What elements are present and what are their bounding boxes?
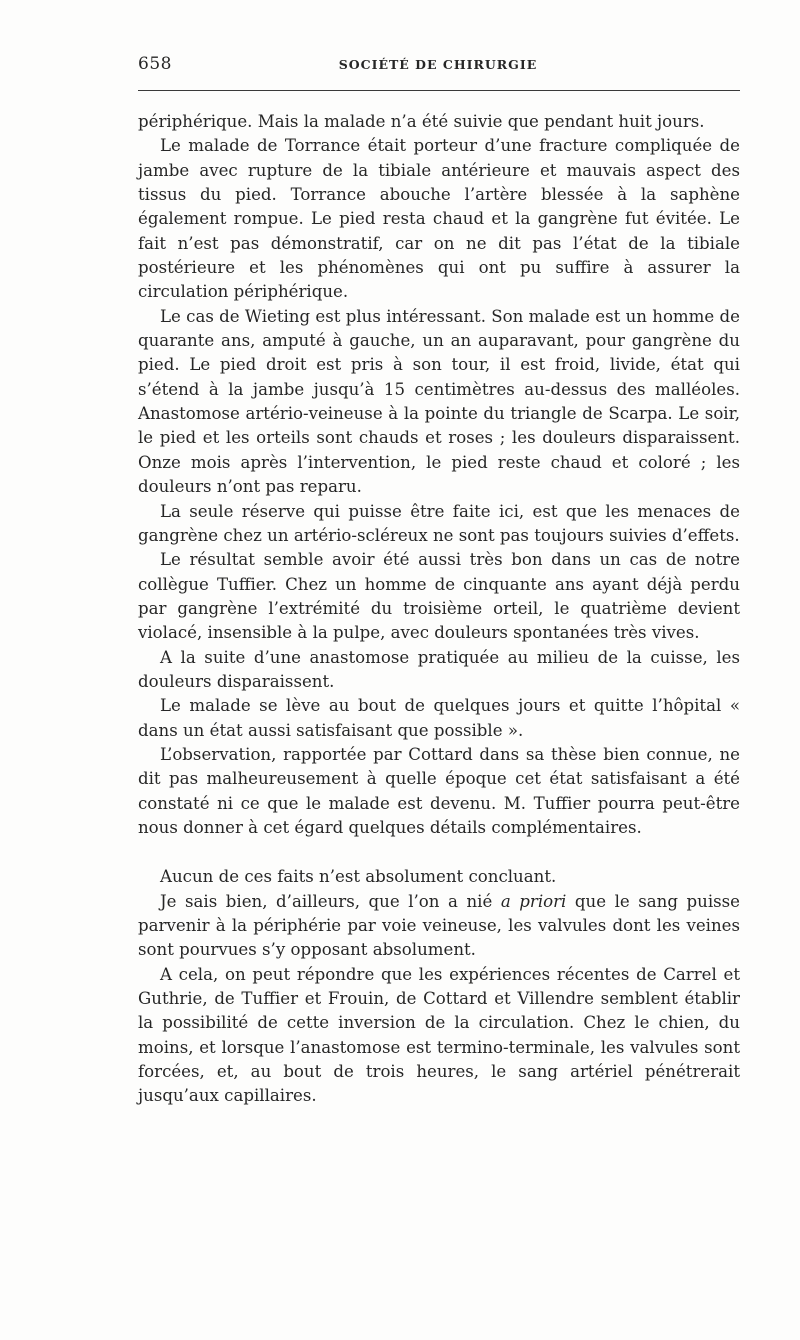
paragraph-hopital: Le malade se lève au bout de quelques jours et quitte l’hôpital « dans un état aussi satisfaisant que possible ».: [138, 696, 740, 740]
a-priori-text-after: que le sang puisse parvenir à la périphérie par voie veineuse, les valvules dont les veines sont pourvues s’y opposant absolument.: [138, 891, 740, 960]
paragraph-a-priori: [138, 890, 740, 963]
paragraph-torrance: Le malade de Torrance était porteur d’une fracture compliquée de jambe avec rupture de la tibiale antérieure et mauvais aspect des tissus du pied. Torrance abouche l’artère blessée à la saphène également rompue. Le pied resta chaud et la gangrène fut évitée. Le fait n’est pas démonstratif, car on ne dit pas l’état de la tibiale postérieure et les phénomènes qui ont pu suffire à assurer la circulation périphérique.: [138, 136, 740, 302]
paragraph-reserve: La seule réserve qui puisse être faite ici, est que les menaces de gangrène chez un artério-scléreux ne sont pas toujours suivies d’effets.: [138, 501, 740, 545]
paragraph-anastomose: A la suite d’une anastomose pratiquée au milieu de la cuisse, les douleurs disparaissent.: [138, 647, 740, 691]
paragraph-conclusion: Aucun de ces faits n’est absolument concluant.: [160, 867, 557, 887]
body-text: [138, 110, 740, 1109]
page-number: 658: [138, 54, 172, 74]
paragraph-wieting: Le cas de Wieting est plus intéressant. Son malade est un homme de quarante ans, amputé à gauche, un an auparavant, pour gangrène du pied. Le pied droit est pris à son tour, il est froid, livide, état qui s’étend à la jambe jusqu’à 15 centimètres au-dessus des malléoles. Anastomose artério-veineuse à la pointe du triangle de Scarpa. Le soir, le pied et les orteils sont chauds et roses ; les douleurs disparaissent. Onze mois après l’intervention, le pied reste chaud et coloré ; les douleurs n’ont pas reparu.: [138, 306, 740, 497]
page-header: [138, 54, 738, 80]
running-head: SOCIÉTÉ DE CHIRURGIE: [338, 57, 538, 72]
paragraph-continued: périphérique. Mais la malade n’a été suivie que pendant huit jours.: [138, 112, 705, 131]
paragraph-experiences: A cela, on peut répondre que les expériences récentes de Carrel et Guthrie, de Tuffier et Frouin, de Cottard et Villendre semblent établir la possibilité de cette inversion de la circulation. Chez le chien, du moins, et lorsque l’anastomose est termino-terminale, les valvules sont forcées, et, au bout de trois heures, le sang artériel pénétrerait jusqu’aux capillaires.: [138, 964, 740, 1106]
paragraph-tuffier: Le résultat semble avoir été aussi très bon dans un cas de notre collègue Tuffier. Chez un homme de cinquante ans ayant déjà perdu par gangrène l’extrémité du troisième orteil, le quatrième devient violacé, insensible à la pulpe, avec douleurs spontanées très vives.: [138, 550, 740, 643]
a-priori-italic: a priori: [500, 891, 567, 911]
a-priori-text-before: Je sais bien, d’ailleurs, que l’on a nié: [160, 891, 501, 911]
header-rule: [138, 90, 740, 91]
paragraph-observation: L’observation, rapportée par Cottard dans sa thèse bien connue, ne dit pas malheureusement à quelle époque cet état satisfaisant a été constaté ni ce que le malade est devenu. M. Tuffier pourra peut-être nous donner à cet égard quelques détails complémentaires.: [138, 744, 740, 837]
